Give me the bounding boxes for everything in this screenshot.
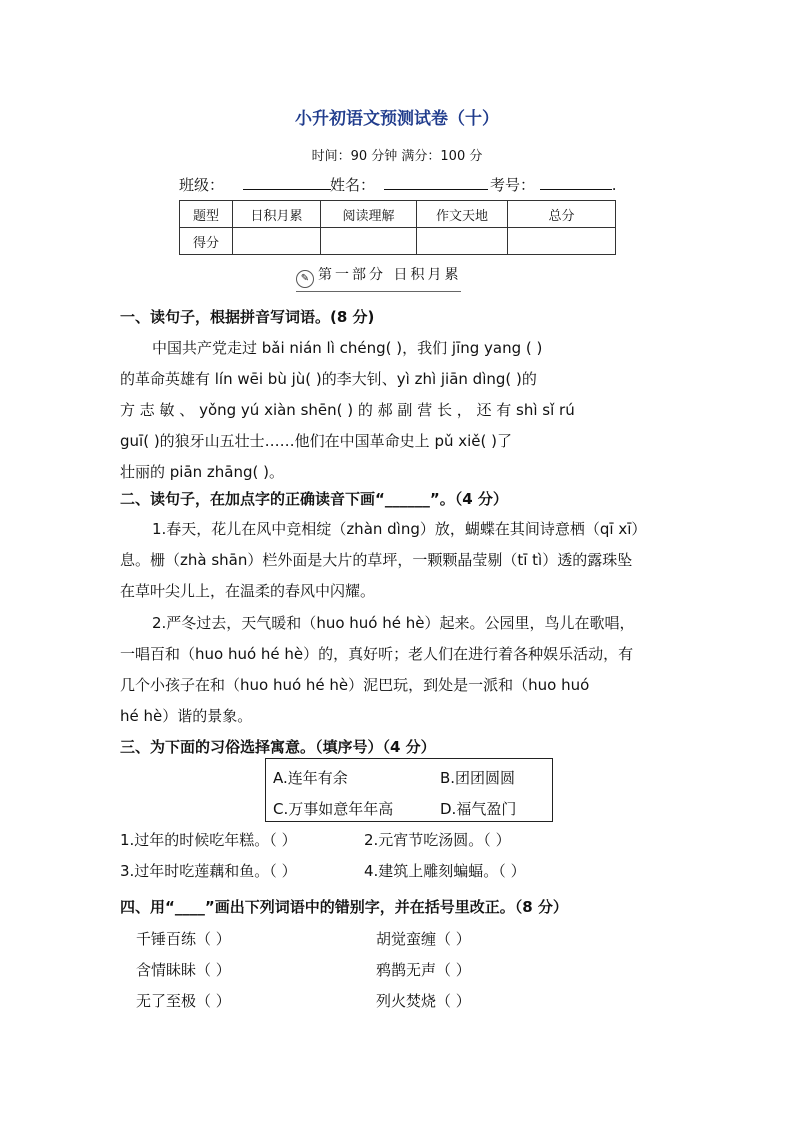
option-a: A.连年有余 xyxy=(273,769,348,787)
score-cell[interactable] xyxy=(233,228,321,255)
q4-item: 鸦鹊无声（ ） xyxy=(376,961,471,979)
q1-line: 方 志 敏 、 yǒng yú xiàn shēn( ) 的 郝 副 营 长 ， 还 有 shì sǐ rú xyxy=(120,401,575,419)
name-label: 姓名： xyxy=(330,176,376,194)
option-c: C.万事如意年年高 xyxy=(273,800,394,818)
score-row-label: 得分 xyxy=(180,228,233,255)
q4-item: 含情眛眛（ ） xyxy=(136,961,231,979)
score-table xyxy=(179,200,616,255)
id-blank[interactable] xyxy=(540,175,612,190)
class-field xyxy=(179,174,331,195)
score-cell[interactable] xyxy=(417,228,508,255)
table-header-cell: 题型 xyxy=(180,201,233,228)
page-title: 小升初语文预测试卷（十） xyxy=(295,109,499,129)
q3-heading: 三、为下面的习俗选择寓意。（填序号）（4 分） xyxy=(120,738,436,756)
q2-line: 在草叶尖儿上，在温柔的春风中闪耀。 xyxy=(120,582,376,600)
q4-item: 列火焚烧（ ） xyxy=(376,992,471,1010)
table-header-cell: 总分 xyxy=(508,201,616,228)
q2-line: 1.春天，花儿在风中竞相绽（zhàn dìng）放，蝴蝶在其间诗意栖（qī xī） xyxy=(152,520,647,538)
id-field: 考号： . xyxy=(490,176,617,194)
q2-heading: 二、读句子，在加点字的正确读音下画“______”。（4 分） xyxy=(120,490,508,508)
table-row xyxy=(180,228,616,255)
q3-item: 3.过年时吃莲藕和鱼。（ ） xyxy=(120,862,297,880)
book-icon: ✎ xyxy=(296,270,314,288)
q2-line: 几个小孩子在和（huo huó hé hè）泥巴玩，到处是一派和（huo huó xyxy=(120,676,590,694)
option-d: D.福气盈门 xyxy=(440,800,517,818)
score-cell[interactable] xyxy=(321,228,417,255)
q1-line: 中国共产党走过 bǎi nián lì chéng( )，我们 jīng yang ( ) xyxy=(152,339,543,357)
q3-item: 4.建筑上雕刻蝙蝠。（ ） xyxy=(364,862,526,880)
score-cell[interactable] xyxy=(508,228,616,255)
class-label: 班级： xyxy=(179,176,225,194)
q3-item: 1.过年的时候吃年糕。（ ） xyxy=(120,831,297,849)
q4-item: 千锤百练（ ） xyxy=(136,930,231,948)
q2-line: 息。栅（zhà shān）栏外面是大片的草坪，一颗颗晶莹剔（tī tì）透的露珠坠 xyxy=(120,551,633,569)
q1-line: guī( )的狼牙山五壮士……他们在中国革命史上 pǔ xiě( )了 xyxy=(120,432,512,450)
q4-heading: 四、用“____”画出下列词语中的错别字，并在括号里改正。（8 分） xyxy=(120,898,568,916)
class-blank[interactable] xyxy=(243,175,331,190)
name-blank[interactable] xyxy=(384,175,488,190)
q2-line: 一唱百和（huo huó hé hè）的，真好听；老人们在进行着各种娱乐活动，有 xyxy=(120,645,634,663)
table-header-cell: 阅读理解 xyxy=(321,201,417,228)
q2-line: hé hè）谐的景象。 xyxy=(120,707,253,725)
option-b: B.团团圆圆 xyxy=(440,769,516,787)
exam-time-info: 时间：90 分钟 满分：100 分 xyxy=(311,149,483,164)
id-label: 考号： xyxy=(490,176,536,194)
part-title: 第一部分 日积月累 xyxy=(318,267,462,283)
q1-heading: 一、读句子，根据拼音写词语。(8 分) xyxy=(120,308,375,326)
q4-item: 无了至极（ ） xyxy=(136,992,231,1010)
q3-item: 2.元宵节吃汤圆。（ ） xyxy=(364,831,511,849)
name-field xyxy=(330,174,488,195)
q4-item: 胡觉蛮缠（ ） xyxy=(376,930,471,948)
table-header-cell: 作文天地 xyxy=(417,201,508,228)
q2-line: 2.严冬过去，天气暖和（huo huó hé hè）起来。公园里，鸟儿在歌唱， xyxy=(152,614,635,632)
part-heading xyxy=(296,264,461,292)
q1-line: 壮丽的 piān zhāng( )。 xyxy=(120,463,284,481)
table-row xyxy=(180,201,616,228)
table-header-cell: 日积月累 xyxy=(233,201,321,228)
q1-line: 的革命英雄有 lín wēi bù jù( )的李大钊、yì zhì jiān dìng( )的 xyxy=(120,370,537,388)
